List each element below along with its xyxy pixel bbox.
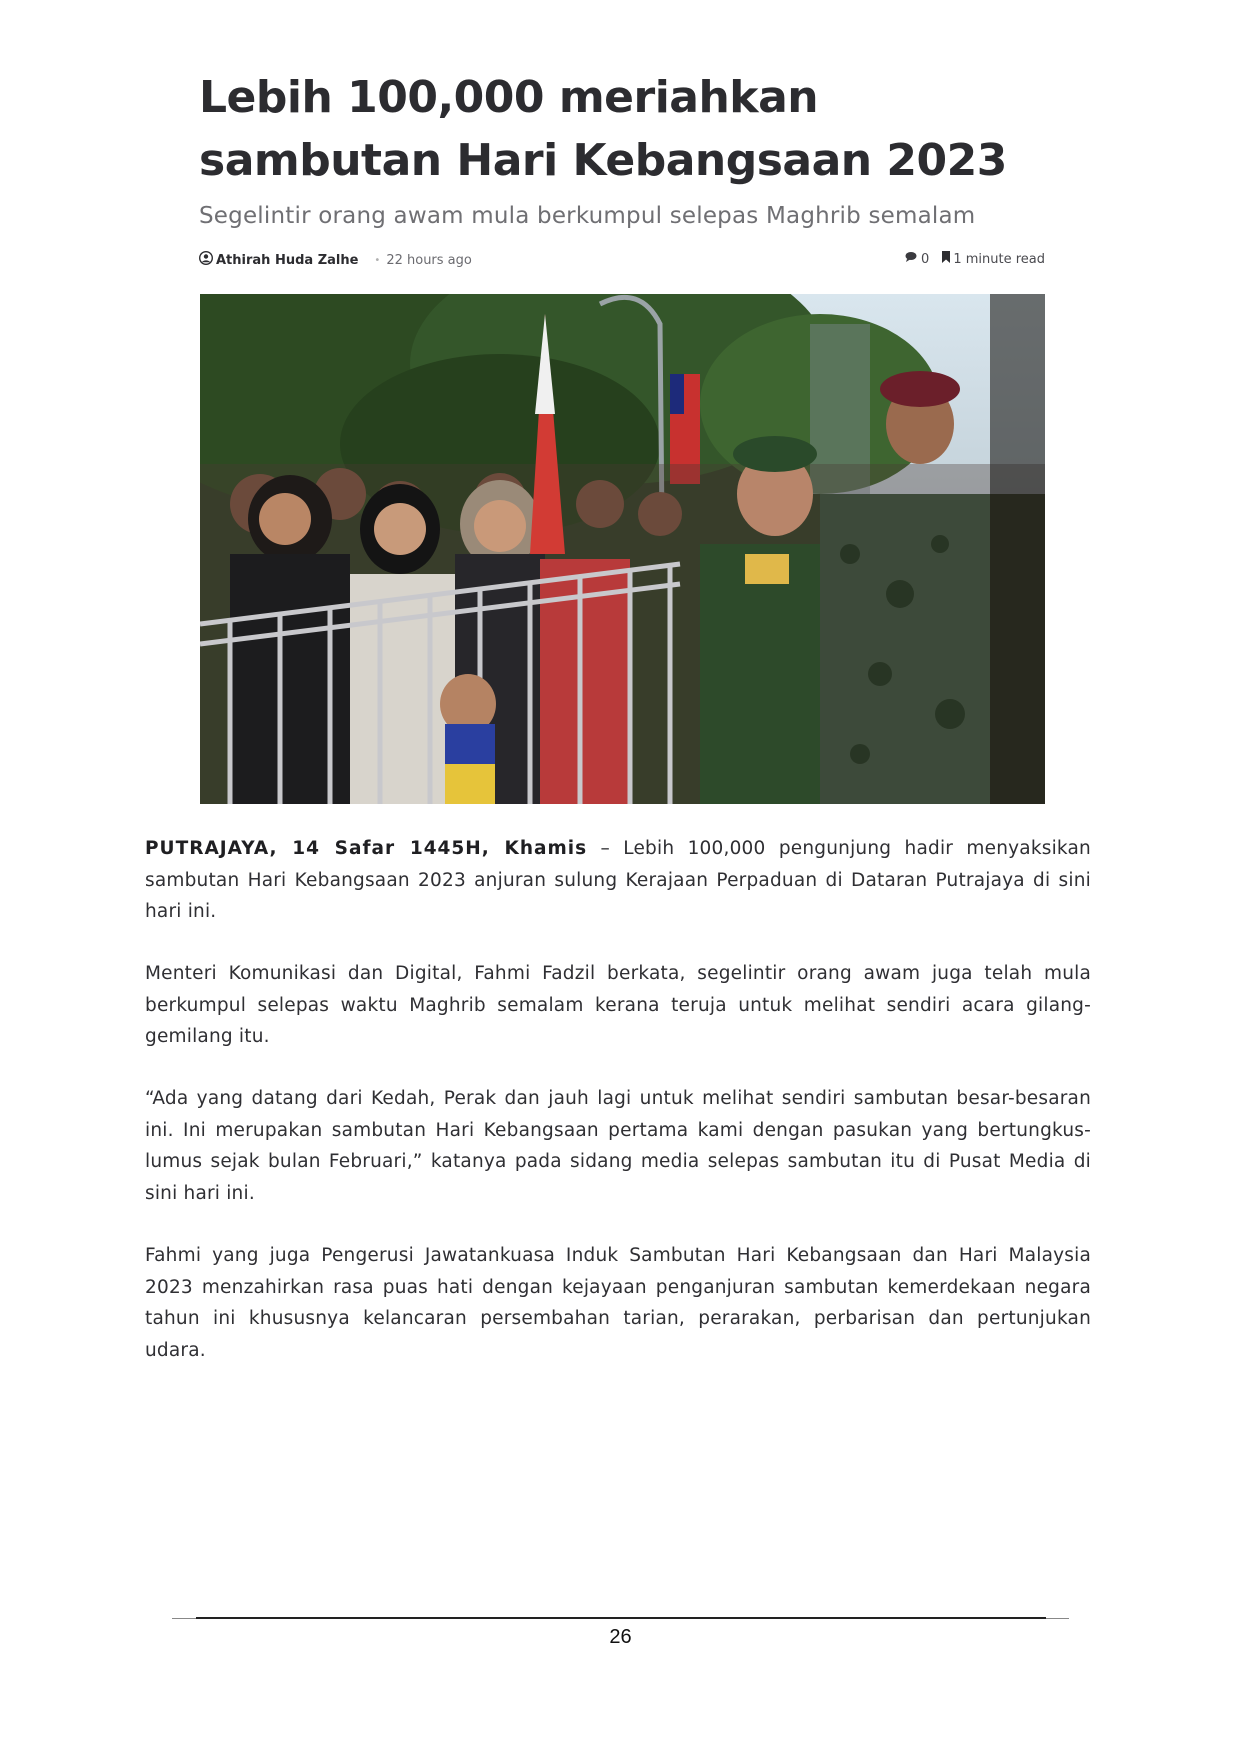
read-time: 1 minute read — [953, 251, 1045, 267]
article-meta — [199, 250, 1045, 270]
dateline: PUTRAJAYA, 14 Safar 1445H, Khamis — [145, 838, 588, 859]
body-paragraph-1-text: – Lebih 100,000 pengunjung hadir menyaksikan sambutan Hari Kebangsaan 2023 anjuran sulung Kerajaan Perpaduan di Dataran Putrajaya di sini hari ini. — [145, 838, 1091, 922]
article-title: Lebih 100,000 meriahkan sambutan Hari Kebangsaan 2023 — [199, 72, 1007, 186]
body-paragraph-1 — [145, 833, 1091, 928]
meta-separator: • — [374, 254, 381, 266]
page-number: 26 — [609, 1626, 632, 1648]
author-link[interactable]: Athirah Huda Zalhe — [216, 252, 359, 268]
bookmark-icon — [941, 251, 951, 267]
comment-icon[interactable] — [905, 251, 918, 267]
user-circle-icon — [199, 251, 213, 269]
hero-photo — [200, 294, 1045, 804]
comment-count[interactable]: 0 — [921, 251, 930, 267]
meta-right — [905, 251, 1045, 267]
footer-rule-accent — [196, 1617, 1046, 1619]
body-paragraph-3: “Ada yang datang dari Kedah, Perak dan jauh lagi untuk melihat sendiri sambutan besar-besaran ini. Ini merupakan sambutan Hari Kebangsaan pertama kami dengan pasukan yang bertungkus-lumus sejak bulan Februari,” katanya pada sidang media selepas sambutan itu di Pusat Media di sini hari ini. — [145, 1088, 1091, 1204]
meta-left — [199, 251, 472, 269]
hero-photo-illustration — [200, 294, 1045, 804]
article-subtitle: Segelintir orang awam mula berkumpul selepas Maghrib semalam — [199, 203, 976, 229]
body-paragraph-4: Fahmi yang juga Pengerusi Jawatankuasa Induk Sambutan Hari Kebangsaan dan Hari Malaysia 2023 menzahirkan rasa puas hati dengan kejayaan penganjuran sambutan kemerdekaan negara tahun ini khususnya kelancaran persembahan tarian, perarakan, perbarisan dan pertunjukan udara. — [145, 1245, 1091, 1361]
body-paragraph-2: Menteri Komunikasi dan Digital, Fahmi Fadzil berkata, segelintir orang awam juga telah mula berkumpul selepas waktu Maghrib semalam kerana teruja untuk melihat sendiri acara gilang-gemilang itu. — [145, 963, 1091, 1047]
publish-time: 22 hours ago — [386, 252, 472, 268]
